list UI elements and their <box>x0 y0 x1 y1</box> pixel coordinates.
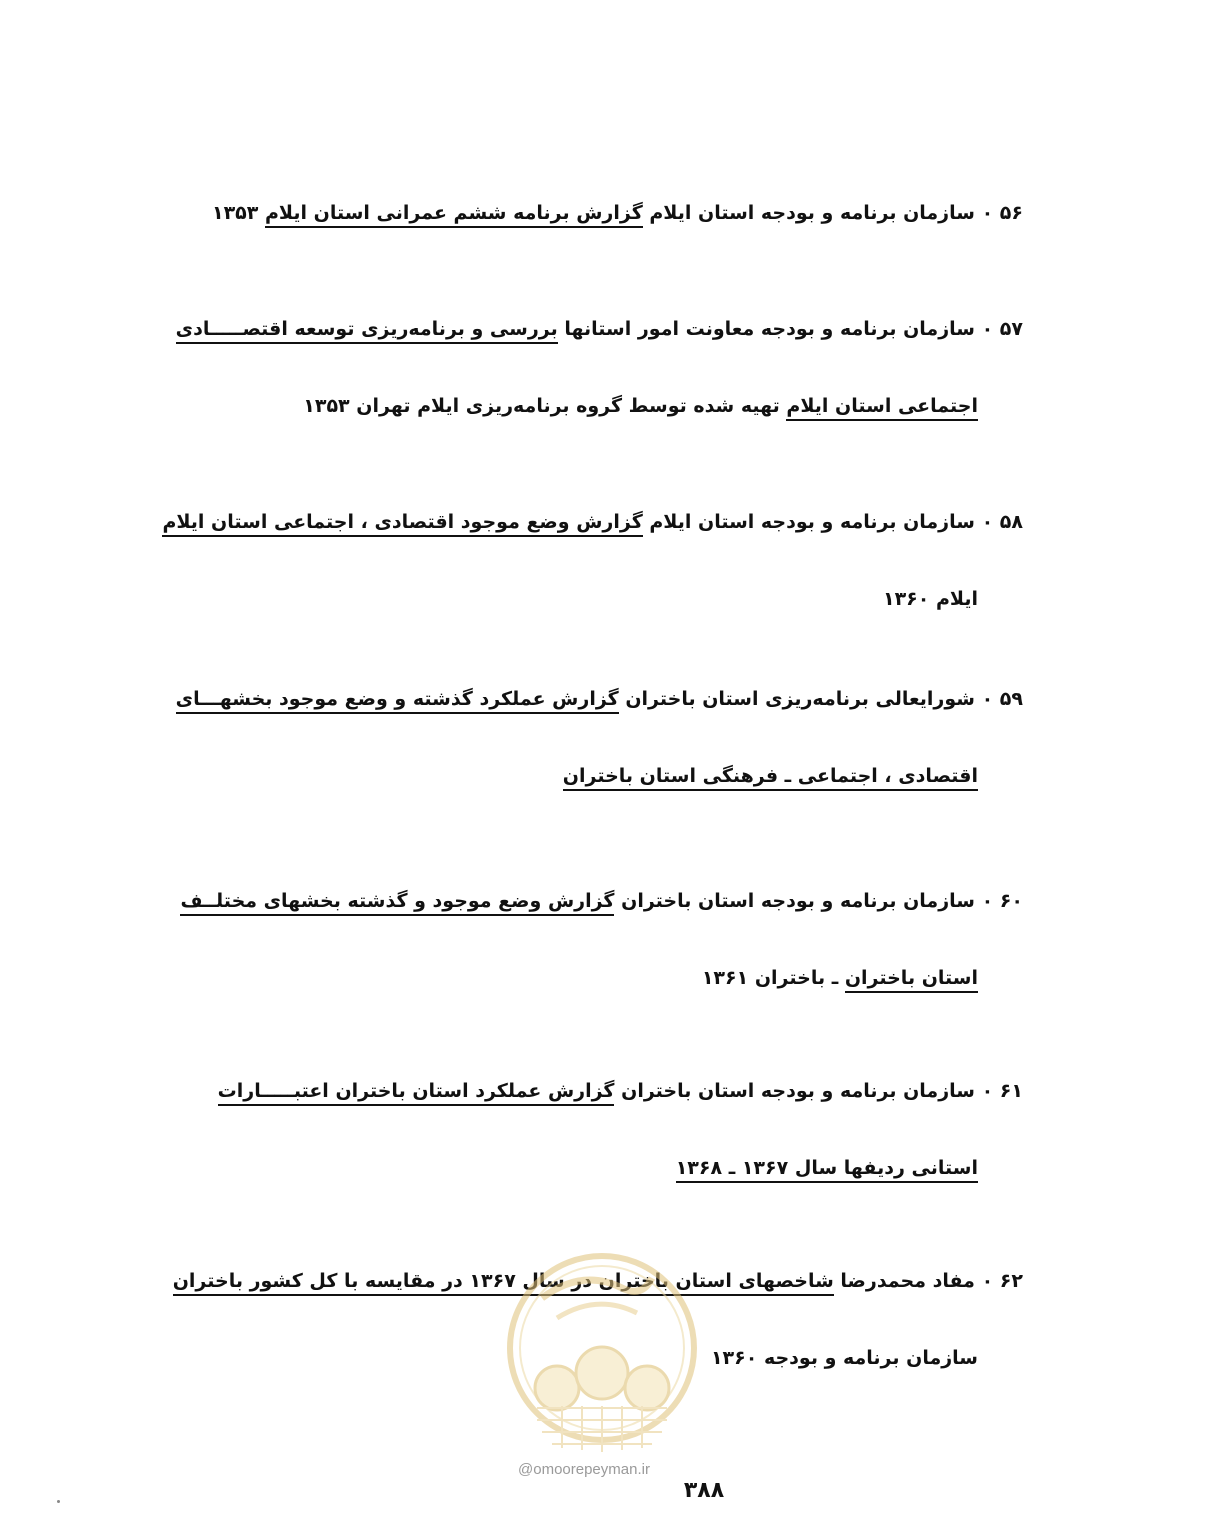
entry-continuation <box>243 963 1023 993</box>
entry-text: ۵۶ ۰ سازمان برنامه و بودجه استان ایلام <box>642 202 1023 224</box>
entry-title-underlined: استانی ردیفها سال ۱۳۶۷ ـ ۱۳۶۸ <box>676 1157 978 1183</box>
entry-line <box>162 507 1023 537</box>
page-number: ۳۸۸ <box>683 1478 725 1503</box>
entry-title-underlined: گزارش وضع موجود و گذشته بخشهای مختلــف <box>180 890 614 916</box>
bibliography-entry-60 <box>180 886 1023 993</box>
entry-continuation <box>243 584 1023 614</box>
entry-title-underlined: اقتصادی ، اجتماعی ـ فرهنگی استان باختران <box>563 765 978 791</box>
entry-title-underlined: استان باختران <box>845 967 978 993</box>
entry-text: ۶۰ ۰ سازمان برنامه و بودجه استان باختران <box>614 890 1023 912</box>
entry-continuation <box>243 761 1023 791</box>
entry-text: ۶۱ ۰ سازمان برنامه و بودجه استان باختران <box>614 1080 1023 1102</box>
entry-year: ۱۳۵۳ <box>211 202 265 224</box>
entry-title-underlined: بررسی و برنامه‌ریزی توسعه اقتصـــــادی <box>176 318 558 344</box>
entry-text: ۵۷ ۰ سازمان برنامه و بودجه معاونت امور استانها <box>557 318 1023 340</box>
bibliography-entry-59 <box>175 684 1023 791</box>
entry-line <box>217 1076 1023 1106</box>
entry-line <box>180 886 1023 916</box>
entry-title-underlined: اجتماعی استان ایلام <box>786 395 978 421</box>
entry-text: ۶۲ ۰ مفاد محمدرضا <box>833 1270 1023 1292</box>
entry-text: ۵۹ ۰ شورایعالی برنامه‌ریزی استان باختران <box>618 688 1023 710</box>
entry-text: ایلام ۱۳۶۰ <box>882 588 978 610</box>
entry-title-underlined: گزارش وضع موجود اقتصادی ، اجتماعی استان ایلام <box>162 511 642 537</box>
entry-text: ـ باختران ۱۳۶۱ <box>701 967 845 989</box>
seal-logo-icon <box>502 1238 702 1468</box>
entry-title-underlined: گزارش برنامه ششم عمرانی استان ایلام <box>265 202 643 228</box>
bibliography-entry-58 <box>162 507 1023 614</box>
scan-speck <box>57 1500 60 1503</box>
entry-line <box>211 198 1023 228</box>
entry-line <box>175 684 1023 714</box>
entry-text: تهیه شده توسط گروه برنامه‌ریزی ایلام تهران ۱۳۵۳ <box>303 395 787 417</box>
bibliography-entry-61 <box>217 1076 1023 1183</box>
entry-continuation <box>243 1153 1023 1183</box>
bibliography-entry-57 <box>175 314 1023 421</box>
bibliography-entry-56 <box>211 198 1023 228</box>
entry-title-underlined: شاخصهای استان باختران در سال ۱۳۶۷ در مقایسه با کل کشور باختران <box>173 1270 834 1296</box>
entry-title-underlined: گزارش عملکرد استان باختران اعتبـــــارات <box>218 1080 615 1106</box>
entry-continuation <box>243 391 1023 421</box>
entry-text: سازمان برنامه و بودجه ۱۳۶۰ <box>710 1347 978 1369</box>
entry-text: ۵۸ ۰ سازمان برنامه و بودجه استان ایلام <box>642 511 1023 533</box>
entry-title-underlined: گزارش عملکرد گذشته و وضع موجود بخشهـــای <box>176 688 619 714</box>
watermark-text: @omoorepeyman.ir <box>518 1461 650 1478</box>
entry-line <box>175 314 1023 344</box>
